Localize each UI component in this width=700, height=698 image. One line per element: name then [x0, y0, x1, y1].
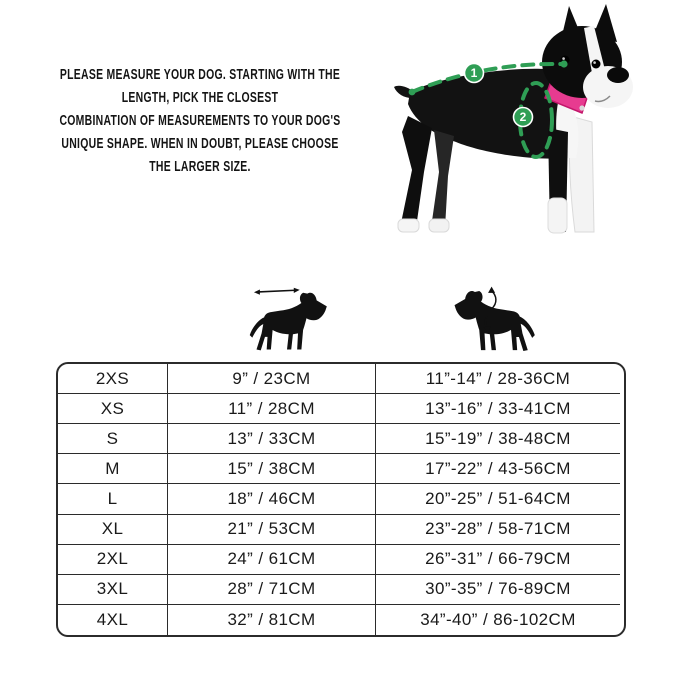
chest-cell: 11”-14” / 28-36CM [376, 364, 620, 394]
length-marker-badge: 1 [470, 66, 478, 80]
length-cell: 28” / 71CM [168, 575, 376, 605]
chest-cell: 15”-19” / 38-48CM [376, 424, 620, 454]
measuring-instructions [49, 64, 351, 179]
instruction-line: THE LARGER SIZE. [149, 159, 251, 175]
dog-silhouette-girth [450, 284, 542, 359]
length-cell: 32” / 81CM [168, 605, 376, 635]
size-cell: S [58, 424, 168, 454]
size-table [56, 362, 626, 637]
dog-girth-icon [450, 284, 542, 359]
size-cell: 3XL [58, 575, 168, 605]
length-cell: 11” / 28CM [168, 394, 376, 424]
chest-cell: 23”-28” / 58-71CM [376, 515, 620, 545]
size-cell: L [58, 484, 168, 514]
dog-length-icon [243, 286, 331, 358]
instruction-line: PLEASE MEASURE YOUR DOG. STARTING WITH THE [59, 67, 341, 83]
size-cell: 4XL [58, 605, 168, 635]
chest-cell: 30”-35” / 76-89CM [376, 575, 620, 605]
chest-cell: 26”-31” / 66-79CM [376, 545, 620, 575]
size-cell: XS [58, 394, 168, 424]
boston-terrier-illustration [360, 0, 700, 250]
size-cell: 2XL [58, 545, 168, 575]
instruction-line: UNIQUE SHAPE. WHEN IN DOUBT, PLEASE CHOOSE [61, 136, 339, 152]
length-cell: 15” / 38CM [168, 454, 376, 484]
size-cell: M [58, 454, 168, 484]
chest-cell: 34”-40” / 86-102CM [420, 609, 576, 629]
dog-silhouette-length [243, 286, 331, 358]
size-cell: XL [58, 515, 168, 545]
length-arrow-icon [254, 288, 300, 295]
instruction-line: LENGTH, PICK THE CLOSEST [121, 90, 279, 106]
length-cell: 18” / 46CM [168, 484, 376, 514]
girth-marker-badge: 2 [519, 110, 527, 124]
dog-measurement-photo [360, 0, 700, 250]
chest-cell: 17”-22” / 43-56CM [376, 454, 620, 484]
size-cell: 2XS [58, 364, 168, 394]
length-cell: 13” / 33CM [168, 424, 376, 454]
length-cell: 24” / 61CM [168, 545, 376, 575]
length-cell: 9” / 23CM [168, 364, 376, 394]
length-cell: 21” / 53CM [168, 515, 376, 545]
instruction-line: COMBINATION OF MEASUREMENTS TO YOUR DOG'S [59, 113, 341, 129]
chest-cell: 20”-25” / 51-64CM [376, 484, 620, 514]
chest-cell: 13”-16” / 33-41CM [376, 394, 620, 424]
